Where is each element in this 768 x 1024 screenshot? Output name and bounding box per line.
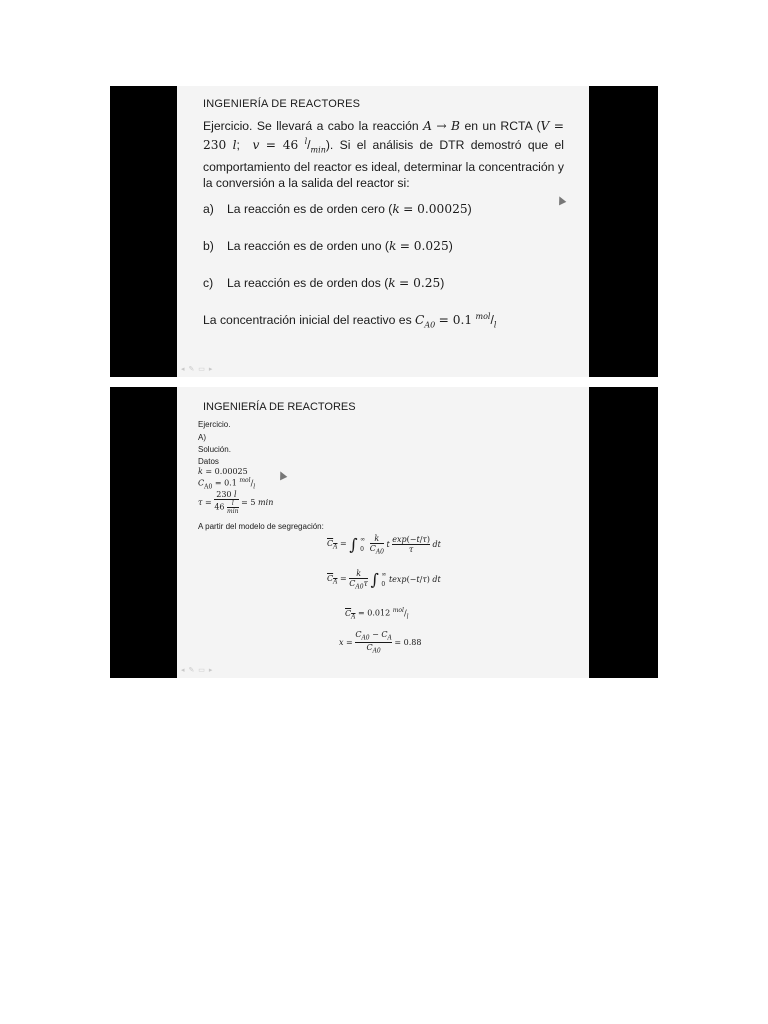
segregation-integral-2: $C_A$ = $\frac{k}{C_{A0}\tau}$ ∫ ∞ 0 texp(−t/τ) dt [327, 569, 441, 591]
data-label: Datos [198, 457, 219, 466]
slide-controls-icon[interactable]: ◂ ✎ ▭ ▸ [181, 667, 214, 674]
slide-1 [110, 86, 658, 377]
item-a: a) La reacción es de orden cero (k = 0.00025) [203, 202, 472, 216]
slide-2-title: INGENIERÍA DE REACTORES [203, 401, 356, 413]
slide-controls-icon[interactable]: ◂ ✎ ▭ ▸ [181, 366, 214, 373]
mouse-cursor-icon [556, 195, 567, 206]
solution-label: Solución. [198, 445, 231, 454]
item-c: c) La reacción es de orden dos (k = 0.25) [203, 276, 445, 290]
slide-2 [110, 387, 658, 678]
conversion-result: x = $\frac{C_{A0} - C_A}{C_{A0}}$ = 0.88 [339, 630, 422, 655]
part-label: A) [198, 433, 206, 442]
exercise-statement: Ejercicio. Se llevará a cabo la reacción A → B en un RCTA (V = 230 l; v = 46 $^l/_{min}$). Si el análisis de DTR demostró que el comportamiento del reactor es ideal, determinar la concentración y la conversión a la salida del reactor si: [203, 119, 565, 190]
tau-equation: τ = 230 l 46 l min = 5 min [198, 490, 274, 515]
segregation-model-label: A partir del modelo de segregación: [198, 522, 324, 531]
slide-2-content [177, 387, 589, 678]
exercise-label: Ejercicio. [198, 420, 231, 429]
k-value: k = 0.00025 [198, 467, 248, 476]
initial-concentration: La concentración inicial del reactivo es $C_{A0} = 0.1$ $^{mol}/_l$ [203, 312, 497, 330]
slide-1-content [177, 86, 589, 377]
mouse-cursor-icon [277, 470, 288, 481]
segregation-integral-1: $C_A$ = ∫ ∞ 0 $\frac{k}{C_{A0}}$ t $\frac{\exp(-t/\tau)}{\tau}$ dt [327, 534, 441, 556]
ca-result: $C_A = 0.012$ $^{mol}/_l$ [345, 607, 409, 621]
ca0-value: $C_{A0} = 0.1$ $^{mol}/_l$ [198, 477, 256, 491]
item-b: b) La reacción es de orden uno (k = 0.025) [203, 239, 453, 253]
slide-1-title: INGENIERÍA DE REACTORES [203, 98, 361, 110]
